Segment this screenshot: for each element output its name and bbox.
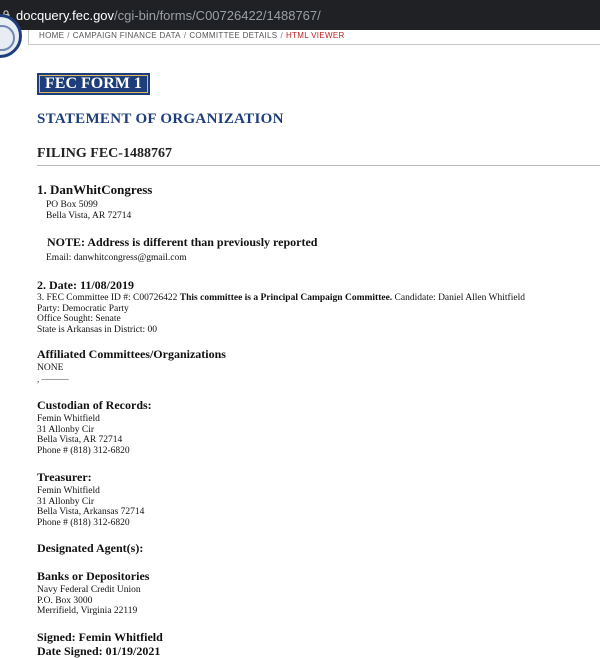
address-change-note: NOTE: Address is different than previously reported	[47, 235, 318, 249]
office-sought: Office Sought: Senate	[37, 314, 121, 324]
affiliated-extra: , ———	[37, 373, 69, 384]
treasurer-name: Femin Whitfield	[37, 486, 100, 496]
bank-box: P.O. Box 3000	[37, 595, 93, 606]
treasurer-heading: Treasurer:	[37, 470, 92, 484]
committee-address-line2: Bella Vista, AR 72714	[46, 210, 132, 221]
affiliated-section	[37, 347, 226, 384]
treasurer-city: Bella Vista, Arkansas 72714	[37, 507, 145, 517]
custodian-street: 31 Allonby Cir	[37, 424, 95, 435]
banks-section	[37, 569, 149, 617]
agent-section	[37, 541, 143, 555]
affiliated-value: NONE	[37, 363, 64, 373]
custodian-heading: Custodian of Records:	[37, 398, 152, 412]
state-district: State is Arkansas in District: 00	[37, 324, 158, 335]
breadcrumb-campaign-finance-data[interactable]: CAMPAIGN FINANCE DATA	[72, 31, 181, 40]
date-signed: Date Signed: 01/19/2021	[37, 644, 161, 658]
candidate-name: Candidate: Daniel Allen Whitfield	[394, 293, 525, 303]
filing-title: FILING FEC-1488767	[37, 146, 172, 161]
breadcrumb-committee-details[interactable]: COMMITTEE DETAILS	[189, 31, 278, 40]
breadcrumb-home[interactable]: HOME	[39, 31, 65, 40]
divider	[37, 165, 600, 166]
bank-city: Merrifield, Virginia 22119	[37, 606, 138, 616]
principal-committee-text: This committee is a Principal Campaign Committee.	[179, 293, 393, 303]
treasurer-section	[37, 470, 144, 528]
committee-id-line	[37, 293, 597, 304]
signed-by: Signed: Femin Whitfield	[37, 630, 163, 644]
breadcrumb-separator: /	[67, 31, 70, 40]
custodian-section	[37, 398, 152, 456]
url-host: docquery.fec.gov	[16, 7, 115, 23]
affiliated-heading: Affiliated Committees/Organizations	[37, 347, 226, 361]
committee-heading: 1. DanWhitCongress	[37, 182, 153, 197]
form-badge: FEC FORM 1	[37, 73, 150, 95]
custodian-name: Femin Whitfield	[37, 414, 100, 424]
committee-email: Email: danwhitcongress@gmail.com	[46, 253, 187, 263]
breadcrumb	[28, 30, 600, 45]
banks-heading: Banks or Depositories	[37, 569, 150, 583]
treasurer-street: 31 Allonby Cir	[37, 496, 95, 507]
agent-heading: Designated Agent(s):	[37, 541, 144, 555]
address-bar[interactable]	[0, 0, 600, 30]
breadcrumb-separator: /	[280, 31, 283, 40]
committee-section	[37, 182, 317, 264]
treasurer-phone: Phone # (818) 312-6820	[37, 517, 130, 528]
date-heading: 2. Date: 11/08/2019	[37, 278, 134, 292]
custodian-city: Bella Vista, AR 72714	[37, 435, 123, 445]
breadcrumb-current: HTML VIEWER	[285, 31, 345, 40]
bank-name: Navy Federal Credit Union	[37, 585, 141, 595]
url-path: /cgi-bin/forms/C00726422/1488767/	[114, 7, 321, 23]
signature-section	[37, 630, 163, 658]
breadcrumb-separator: /	[183, 31, 187, 40]
committee-address-line1: PO Box 5099	[46, 200, 98, 210]
custodian-phone: Phone # (818) 312-6820	[37, 445, 130, 456]
statement-title: STATEMENT OF ORGANIZATION	[37, 111, 284, 127]
party: Party: Democratic Party	[37, 303, 129, 314]
committee-id: 3. FEC Committee ID #: C00726422	[37, 293, 178, 303]
date-section	[37, 278, 597, 335]
